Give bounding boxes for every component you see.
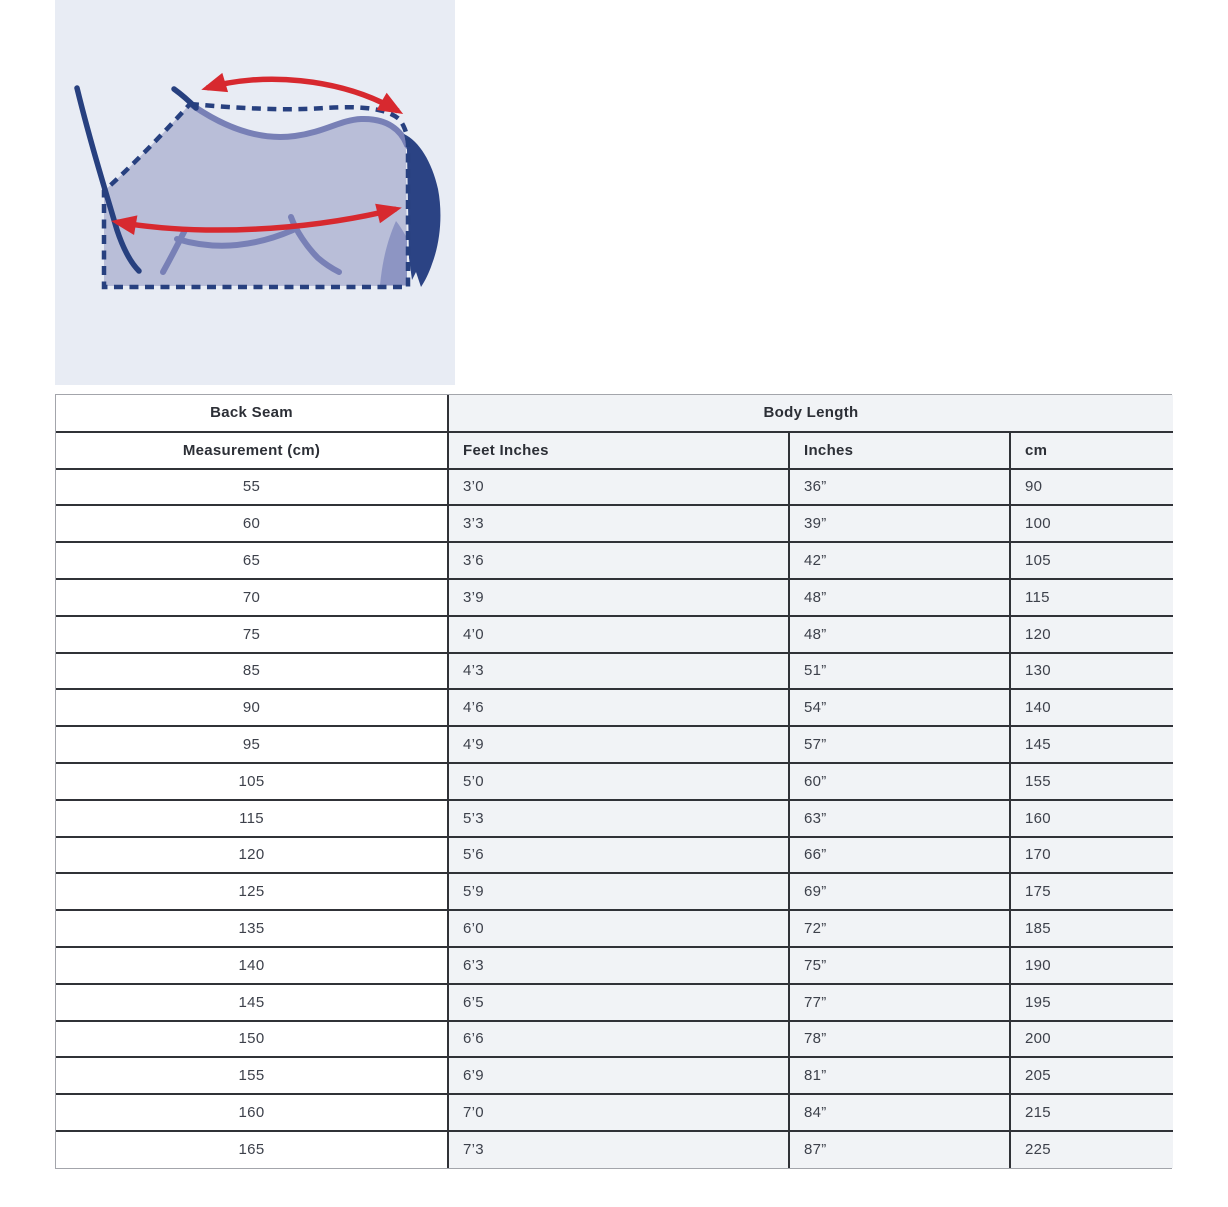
table-row [56, 800, 1173, 837]
column-header-row [56, 432, 1173, 469]
cm-cell: 225 [1010, 1131, 1173, 1168]
table-row [56, 984, 1173, 1021]
feet-inches-cell: 6’3 [448, 947, 789, 984]
size-chart-table [55, 394, 1172, 1169]
feet-inches-cell: 6’5 [448, 984, 789, 1021]
cm-cell: 215 [1010, 1094, 1173, 1131]
back-seam-cm-cell: 115 [56, 800, 448, 837]
inches-cell: 57” [789, 726, 1010, 763]
table-row [56, 469, 1173, 506]
inches-cell: 48” [789, 616, 1010, 653]
inches-cell: 63” [789, 800, 1010, 837]
col-header-measurement-cm: Measurement (cm) [56, 432, 448, 469]
table-row [56, 616, 1173, 653]
table-row [56, 689, 1173, 726]
cm-cell: 205 [1010, 1057, 1173, 1094]
table-row [56, 763, 1173, 800]
feet-inches-cell: 5’3 [448, 800, 789, 837]
back-seam-cm-cell: 105 [56, 763, 448, 800]
col-group-back-seam: Back Seam [56, 395, 448, 432]
col-header-cm: cm [1010, 432, 1173, 469]
cm-cell: 115 [1010, 579, 1173, 616]
table-row [56, 1021, 1173, 1058]
back-seam-cm-cell: 150 [56, 1021, 448, 1058]
size-table-body [56, 469, 1173, 1168]
inches-cell: 36” [789, 469, 1010, 506]
feet-inches-cell: 3’6 [448, 542, 789, 579]
cm-cell: 155 [1010, 763, 1173, 800]
back-seam-cm-cell: 160 [56, 1094, 448, 1131]
table-row [56, 837, 1173, 874]
table-row [56, 726, 1173, 763]
inches-cell: 54” [789, 689, 1010, 726]
back-seam-cm-cell: 75 [56, 616, 448, 653]
inches-cell: 78” [789, 1021, 1010, 1058]
feet-inches-cell: 5’0 [448, 763, 789, 800]
back-seam-cm-cell: 125 [56, 873, 448, 910]
inches-cell: 72” [789, 910, 1010, 947]
cm-cell: 145 [1010, 726, 1173, 763]
table-row [56, 505, 1173, 542]
cm-cell: 130 [1010, 653, 1173, 690]
feet-inches-cell: 7’0 [448, 1094, 789, 1131]
inches-cell: 77” [789, 984, 1010, 1021]
feet-inches-cell: 6’9 [448, 1057, 789, 1094]
back-seam-cm-cell: 85 [56, 653, 448, 690]
horse-rug-measurement-diagram [55, 0, 455, 385]
feet-inches-cell: 3’3 [448, 505, 789, 542]
inches-cell: 87” [789, 1131, 1010, 1168]
back-seam-cm-cell: 60 [56, 505, 448, 542]
col-group-body-length: Body Length [448, 395, 1173, 432]
feet-inches-cell: 6’0 [448, 910, 789, 947]
table-row [56, 1094, 1173, 1131]
cm-cell: 120 [1010, 616, 1173, 653]
table-row [56, 579, 1173, 616]
back-seam-cm-cell: 90 [56, 689, 448, 726]
back-seam-cm-cell: 120 [56, 837, 448, 874]
size-chart [56, 395, 1173, 1168]
table-row [56, 910, 1173, 947]
inches-cell: 69” [789, 873, 1010, 910]
table-row [56, 653, 1173, 690]
back-seam-cm-cell: 95 [56, 726, 448, 763]
cm-cell: 140 [1010, 689, 1173, 726]
cm-cell: 190 [1010, 947, 1173, 984]
table-row [56, 542, 1173, 579]
cm-cell: 175 [1010, 873, 1173, 910]
inches-cell: 48” [789, 579, 1010, 616]
cm-cell: 185 [1010, 910, 1173, 947]
inches-cell: 39” [789, 505, 1010, 542]
col-header-inches: Inches [789, 432, 1010, 469]
back-seam-cm-cell: 165 [56, 1131, 448, 1168]
feet-inches-cell: 4’0 [448, 616, 789, 653]
back-seam-cm-cell: 55 [56, 469, 448, 506]
inches-cell: 75” [789, 947, 1010, 984]
inches-cell: 81” [789, 1057, 1010, 1094]
cm-cell: 160 [1010, 800, 1173, 837]
table-row [56, 1131, 1173, 1168]
cm-cell: 170 [1010, 837, 1173, 874]
cm-cell: 195 [1010, 984, 1173, 1021]
inches-cell: 51” [789, 653, 1010, 690]
table-row [56, 1057, 1173, 1094]
feet-inches-cell: 7’3 [448, 1131, 789, 1168]
feet-inches-cell: 5’9 [448, 873, 789, 910]
feet-inches-cell: 5’6 [448, 837, 789, 874]
cm-cell: 90 [1010, 469, 1173, 506]
feet-inches-cell: 4’6 [448, 689, 789, 726]
cm-cell: 200 [1010, 1021, 1173, 1058]
table-row [56, 947, 1173, 984]
feet-inches-cell: 3’9 [448, 579, 789, 616]
inches-cell: 42” [789, 542, 1010, 579]
inches-cell: 84” [789, 1094, 1010, 1131]
back-seam-cm-cell: 65 [56, 542, 448, 579]
back-seam-cm-cell: 145 [56, 984, 448, 1021]
back-seam-cm-cell: 70 [56, 579, 448, 616]
feet-inches-cell: 6’6 [448, 1021, 789, 1058]
back-seam-cm-cell: 135 [56, 910, 448, 947]
inches-cell: 66” [789, 837, 1010, 874]
col-header-feet-inches: Feet Inches [448, 432, 789, 469]
feet-inches-cell: 4’3 [448, 653, 789, 690]
cm-cell: 105 [1010, 542, 1173, 579]
back-seam-cm-cell: 140 [56, 947, 448, 984]
feet-inches-cell: 3’0 [448, 469, 789, 506]
feet-inches-cell: 4’9 [448, 726, 789, 763]
table-row [56, 873, 1173, 910]
cm-cell: 100 [1010, 505, 1173, 542]
inches-cell: 60” [789, 763, 1010, 800]
back-seam-cm-cell: 155 [56, 1057, 448, 1094]
column-group-row [56, 395, 1173, 432]
